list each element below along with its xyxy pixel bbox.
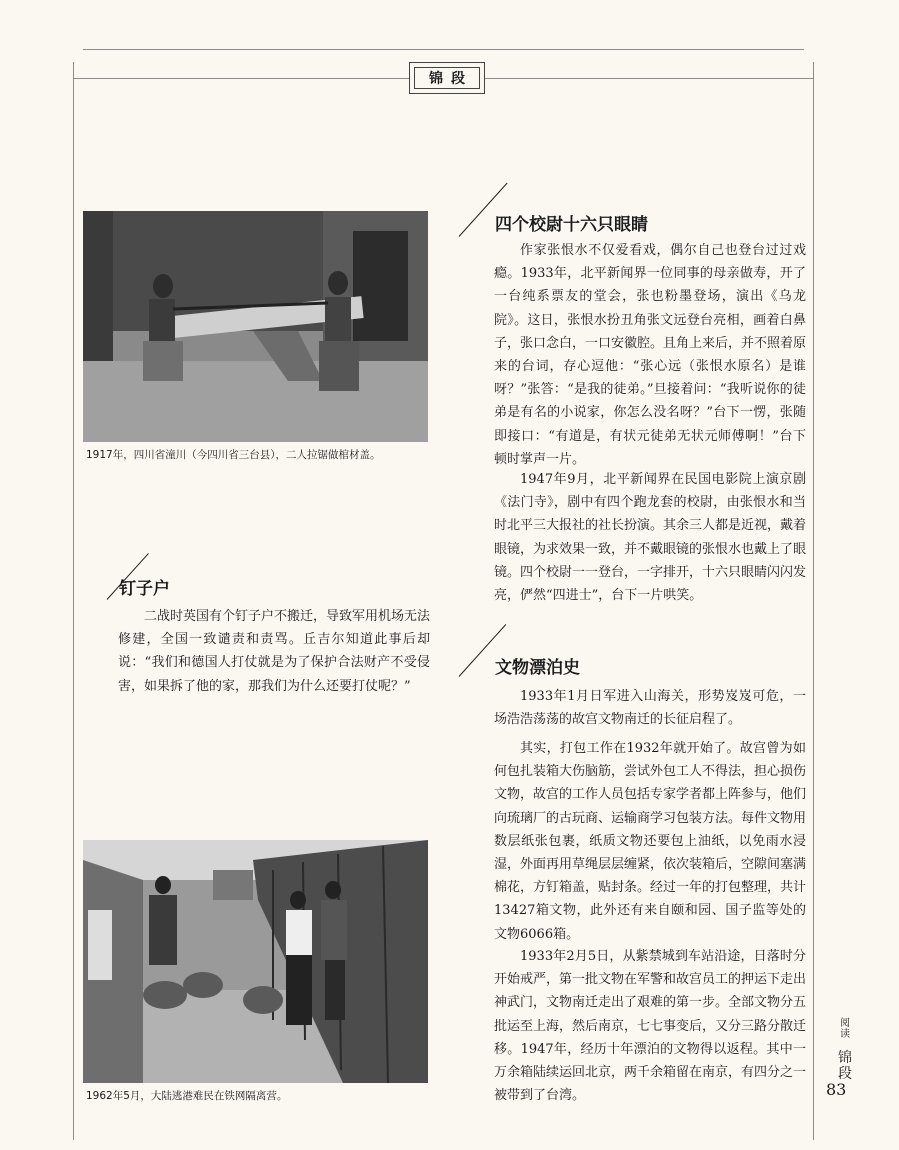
photo-refugee-camp-image <box>83 840 428 1083</box>
photo-sawing-coffin-image <box>83 211 428 442</box>
column-sub-label: 锦段 <box>838 1050 852 1082</box>
article-paragraph: 1933年1月日军进入山海关，形势岌岌可危，一场浩浩荡荡的故宫文物南迁的长征启程了。 <box>494 689 806 728</box>
photo-sawing-coffin-caption: 1917年，四川省潼川（今四川省三台县），二人拉锯做棺材盖。 <box>86 449 381 461</box>
header-rule-right <box>485 78 814 79</box>
photo-sawing-coffin <box>83 211 428 442</box>
article-title: 文物漂泊史 <box>495 658 580 678</box>
photo-refugee-camp-caption: 1962年5月，大陆逃港难民在铁网隔离营。 <box>86 1090 288 1102</box>
top-rule <box>83 49 804 50</box>
article-paragraph: 作家张恨水不仅爱看戏，偶尔自己也登台过过戏瘾。1933年，北平新闻界一位同事的母亲做寿，开了一台纯系票友的堂会，张也粉墨登场，演出《乌龙院》。这日，张恨水扮丑角张文远登台亮相，画着白鼻子，张口念白，一口安徽腔。且角上来后，并不照着原来的台词，存心逗他：“张心远（张恨水原名）是谁呀？”张答：“是我的徒弟。”旦接着问：“我听说你的徒弟是有名的小说家，你怎么没名呀？”台下一愣，张随即接口：“有道是，有状元徒弟无状元师傅啊！”台下顿时掌声一片。 <box>494 243 807 467</box>
section-badge-label: 锦段 <box>414 67 480 89</box>
article-title: 四个校尉十六只眼睛 <box>495 215 648 235</box>
article-paragraph: 1933年2月5日，从紫禁城到车站沿途，日落时分开始戒严，第一批文物在军警和故宫员工的押运下走出神武门，文物南迁走出了艰难的第一步。全部文物分五批运至上海，然后南京，七七事变后，又分三路分散迁移。1947年，经历十年漂泊的文物得以返程。其中一万余箱陆续运回北京，两千余箱留在南京，有四分之一被带到了台湾。 <box>494 949 807 1104</box>
section-badge <box>409 62 485 94</box>
column-label: 阅读 <box>840 1018 850 1040</box>
article-paragraph: 其实，打包工作在1932年就开始了。故宫曾为如何包扎装箱大伤脑筋，尝试外包工人不得法，担心损伤文物，故宫的工作人员包括专家学者都上阵参与，他们向琉璃厂的古玩商、运输商学习包装方法。每件文物用数层纸张包裹，纸质文物还要包上油纸，以免雨水浸湿，外面再用草绳层层缠紧，依次装箱后，空隙间塞满棉花，方钉箱盖，贴封条。经过一年的打包整理，共计13427箱文物，此外还有来自颐和园、国子监等处的文物6066箱。 <box>494 741 807 942</box>
photo-refugee-camp <box>83 840 428 1083</box>
article-paragraph: 1947年9月，北平新闻界在民国电影院上演京剧《法门寺》，剧中有四个跑龙套的校尉，由张恨水和当时北平三大报社的社长扮演。其余三人都是近视，戴着眼镜，为求效果一致，并不戴眼镜的张恨水也戴上了眼镜。四个校尉一一登台，一字排开，十六只眼睛闪闪发亮，俨然“四进士”，台下一片哄笑。 <box>494 472 807 604</box>
article-paragraph: 二战时英国有个钉子户不搬迁，导致军用机场无法修建，全国一致谴责和责骂。丘吉尔知道此事后却说：“我们和德国人打仗就是为了保护合法财产不受侵害，如果拆了他的家，那我们为什么还要打仗呢？” <box>118 609 431 694</box>
right-rule <box>813 62 814 1140</box>
left-rule <box>73 62 74 1140</box>
article-title: 钉子户 <box>119 579 170 599</box>
header-rule-left <box>73 78 409 79</box>
page-number: 83 <box>826 1080 847 1099</box>
